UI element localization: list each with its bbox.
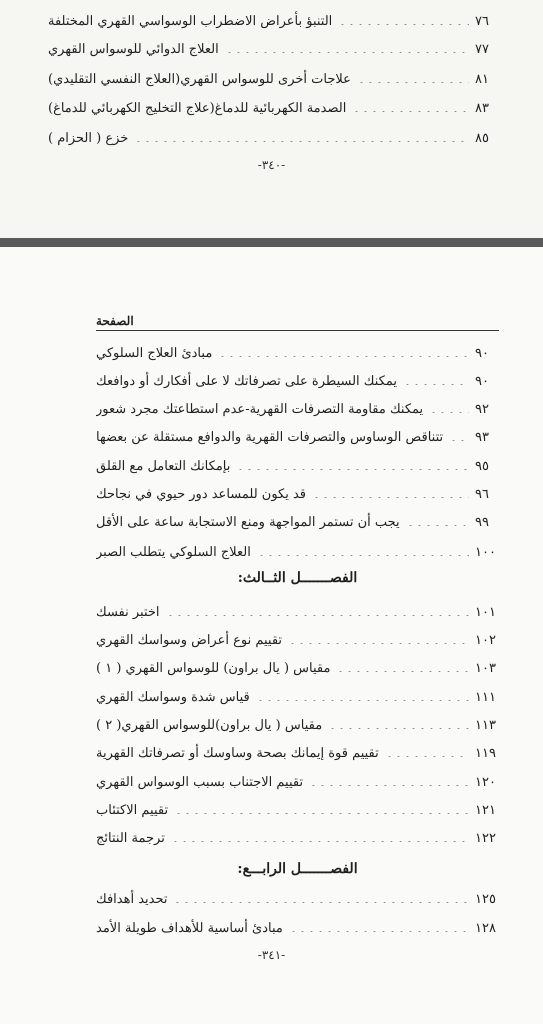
toc-entry-title: قياس شدة وسواسك القهري [96,689,250,705]
toc-entry-page: ١٢٥ [475,891,496,907]
toc-entry-page: ٨٣ [475,100,489,116]
toc-entry [96,540,499,564]
toc-entry-title: اختبر نفسك [96,604,160,620]
toc-entry-title: ترجمة النتائج [96,830,165,846]
dot-leader [257,555,469,556]
toc-entry [48,9,499,33]
toc-entry [96,685,499,709]
page-number: -٣٤١- [257,948,286,962]
toc-entry [96,425,499,449]
chapter-heading: الفصـــــــل الثــالث: [237,570,358,586]
toc-entry [96,369,499,393]
toc-entry-page: ٩٦ [475,486,489,502]
dot-leader [449,440,469,441]
toc-entry [96,397,499,421]
toc-entry [48,96,499,120]
dot-leader [403,384,469,385]
dot-leader [338,24,469,25]
toc-entry-page: ١٠٣ [475,660,496,676]
toc-entry [96,454,499,478]
header-rule [96,330,499,331]
toc-entry-title: يمكنك مقاومة التصرفات القهرية-عدم استطاعتك مجرد شعور [96,401,424,417]
toc-entry-title: تتناقص الوساوس والتصرفات القهرية والدوافع مستقلة عن بعضها [96,429,444,445]
toc-entry-page: ١١٩ [475,745,496,761]
dot-leader [218,356,469,357]
dot-leader [429,412,469,413]
dot-leader [236,469,469,470]
toc-entry [96,826,499,850]
toc-entry-title: يجب أن تستمر المواجهة ومنع الاستجابة ساعة على الأقل [96,514,400,530]
toc-entry [48,37,499,61]
toc-entry [96,798,499,822]
toc-entry-page: ١٠٠ [475,544,496,560]
toc-entry [96,482,499,506]
toc-entry-page: ١٠٢ [475,632,496,648]
toc-entry [96,656,499,680]
toc-entry-page: ٨١ [475,71,489,87]
dot-leader [357,82,469,83]
toc-entry [96,628,499,652]
dot-leader [312,497,469,498]
toc-entry [96,510,499,534]
toc-entry-page: ٩٠ [475,345,489,361]
toc-entry-page: ١٠١ [475,604,496,620]
toc-entry-title: تقييم قوة إيمانك بصحة وساوسك أو تصرفاتك القهرية [96,745,379,761]
toc-entry-title: علاجات أخرى للوسواس القهري(العلاج النفسي التقليدي) [48,71,351,87]
dot-leader [171,841,469,842]
toc-entry [96,341,499,365]
toc-entry [96,600,499,624]
toc-entry-title: تقييم الاكتئاب [96,802,169,818]
toc-entry-title: مقياس ( يال براون)للوسواس القهري( ٢ ) [96,717,323,733]
toc-entry-page: ٩٣ [475,429,489,445]
dot-leader [288,643,469,644]
top-page [0,0,543,238]
toc-entry-page: ٨٥ [475,130,489,146]
toc-entry-title: العلاج السلوكي يتطلب الصبر [96,544,251,560]
toc-entry-page: ٩٩ [475,514,489,530]
toc-entry-title: قد يكون للمساعد دور حيوي في نجاحك [96,486,307,502]
toc-entry [96,770,499,794]
toc-entry-title: تقييم الاجتناب بسبب الوسواس القهري [96,774,304,790]
toc-entry-page: ١٢٠ [475,774,496,790]
toc-entry-page: ١٢١ [475,802,496,818]
toc-entry [96,713,499,737]
dot-leader [134,141,469,142]
dot-leader [289,931,469,932]
toc-entry-title: الصدمة الكهربائية للدماغ(علاج التخليج الكهربائي للدماغ) [48,100,347,116]
toc-entry-title: تحديد أهدافك [96,891,168,907]
toc-entry-page: ٧٦ [475,13,489,29]
toc-entry-page: ٩٢ [475,401,489,417]
dot-leader [256,700,469,701]
toc-entry-page: ١٢٨ [475,920,496,936]
dot-leader [166,615,469,616]
toc-entry-title: تقييم نوع أعراض وسواسك القهري [96,632,283,648]
toc-entry-title: مقياس ( يال براون) للوسواس القهري ( ١ ) [96,660,331,676]
toc-entry-page: ٧٧ [475,41,489,57]
chapter-heading: الفصـــــــل الرابـــع: [237,861,358,877]
toc-entry-title: يمكنك السيطرة على تصرفاتك لا على أفكارك أو دوافعك [96,373,397,389]
toc-entry-title: العلاج الدوائي للوسواس القهري [48,41,219,57]
dot-leader [309,785,469,786]
toc-entry [48,67,499,91]
dot-leader [406,525,469,526]
toc-entry-page: ١١١ [475,689,496,705]
page-number: -٣٤٠- [257,158,286,172]
dot-leader [352,111,469,112]
dot-leader [173,902,469,903]
page-divider [0,238,543,247]
toc-entry-page: ١١٣ [475,717,496,733]
toc-entry [96,741,499,765]
toc-entry [96,916,499,940]
toc-entry [96,887,499,911]
dot-leader [385,756,469,757]
toc-entry-page: ٩٥ [475,458,489,474]
toc-entry-title: مبادئ العلاج السلوكي [96,345,213,361]
dot-leader [174,813,469,814]
page-column-header: الصفحة [96,314,134,328]
dot-leader [336,671,469,672]
toc-entry-page: ٩٠ [475,373,489,389]
dot-leader [328,728,469,729]
dot-leader [225,52,469,53]
toc-entry-page: ١٢٢ [475,830,496,846]
toc-entry-title: بإمكانك التعامل مع القلق [96,458,231,474]
toc-entry-title: مبادئ أساسية للأهداف طويلة الأمد [96,920,283,936]
toc-entry [48,126,499,150]
toc-entry-title: خزع ( الحزام ) [48,130,129,146]
toc-entry-title: التنبؤ بأعراض الاضطراب الوسواسي القهري المختلفة [48,13,333,29]
